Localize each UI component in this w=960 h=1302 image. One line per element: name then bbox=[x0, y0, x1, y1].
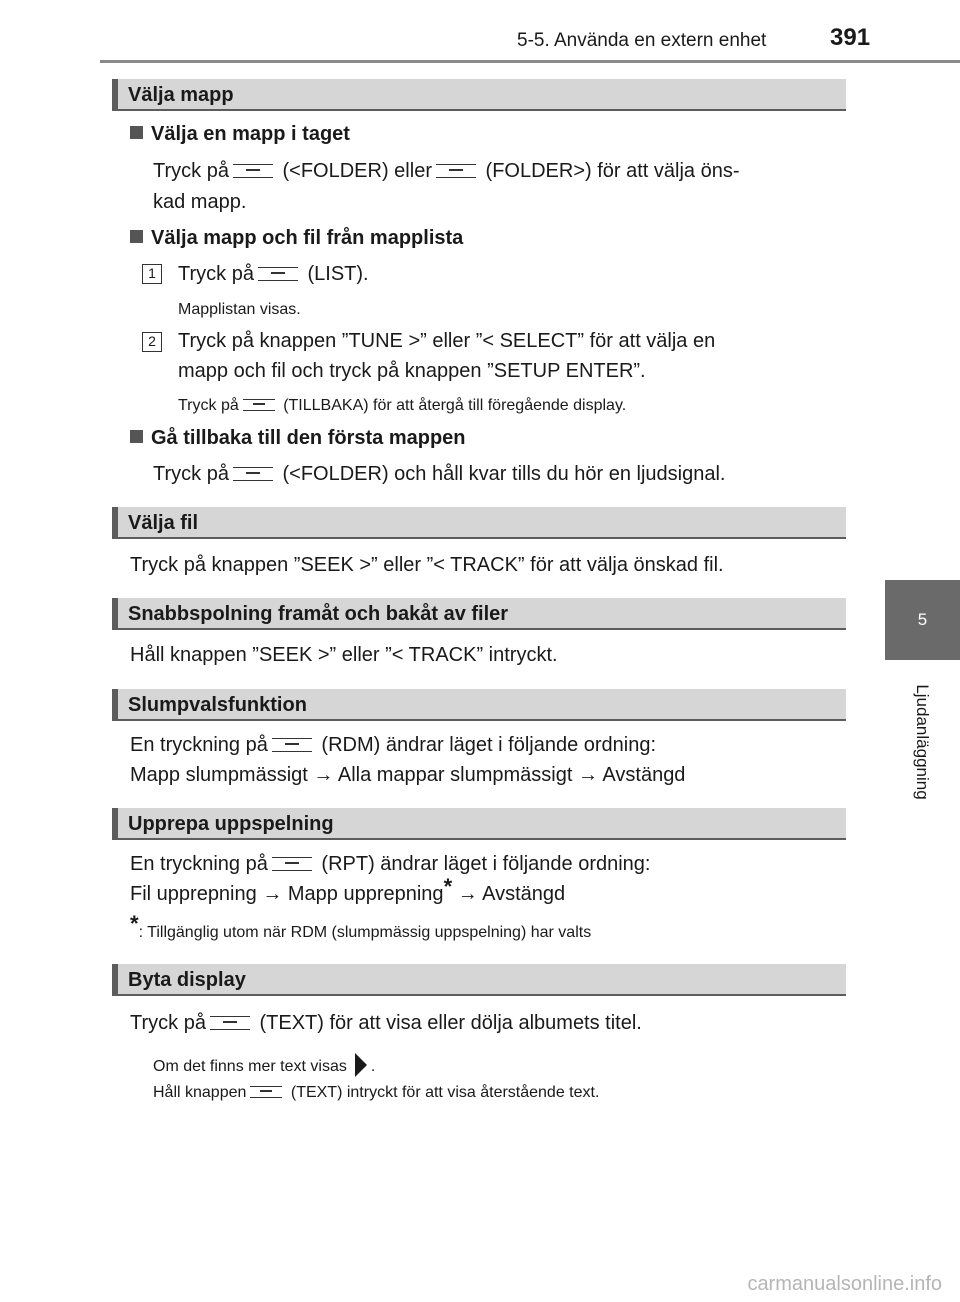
bullet-square-icon bbox=[130, 126, 143, 139]
subheading-text: Välja en mapp i taget bbox=[151, 123, 350, 145]
section-header-valja-mapp bbox=[112, 79, 846, 111]
text: Tryck på bbox=[130, 1012, 206, 1034]
footnote-marker: * bbox=[130, 911, 139, 936]
section-header-valja-fil bbox=[112, 507, 846, 539]
section-header-slumpval bbox=[112, 689, 846, 721]
text: . bbox=[370, 1058, 376, 1075]
text: Mapp upprepning bbox=[287, 883, 444, 905]
rpt-button-icon bbox=[272, 857, 312, 871]
more-text-arrow-icon bbox=[355, 1053, 367, 1077]
text: Tryck på bbox=[178, 397, 239, 414]
step-2-note bbox=[178, 395, 626, 417]
footnote bbox=[130, 911, 592, 944]
subheading-valja-en-mapp bbox=[130, 120, 350, 149]
arrow-right-icon: → bbox=[457, 883, 478, 905]
text-button-icon bbox=[210, 1016, 250, 1030]
text: Fil upprepning bbox=[130, 883, 257, 905]
text: (<FOLDER) eller bbox=[282, 160, 432, 182]
section-title: Snabbspolning framåt och bakåt av filer bbox=[128, 603, 509, 625]
text: (RPT) ändrar läget i följande ordning: bbox=[321, 853, 651, 875]
header-rule bbox=[100, 60, 960, 63]
text: Alla mappar slumpmässigt bbox=[337, 764, 573, 786]
section-title: Välja fil bbox=[128, 512, 199, 534]
section-title: Välja mapp bbox=[128, 84, 234, 106]
paragraph-line bbox=[130, 761, 685, 790]
text-button-icon bbox=[250, 1086, 282, 1098]
paragraph-line: kad mapp. bbox=[153, 191, 247, 213]
paragraph-line: Tryck på knappen ”SEEK >” eller ”< TRACK” för att välja önskad fil. bbox=[130, 554, 724, 576]
section-header-byta-display bbox=[112, 964, 846, 996]
step-1-text bbox=[178, 260, 369, 289]
back-button-icon bbox=[243, 399, 275, 411]
arrow-right-icon: → bbox=[577, 764, 598, 786]
rdm-button-icon bbox=[272, 738, 312, 752]
folder-prev-button-icon bbox=[233, 164, 273, 178]
text: (<FOLDER) och håll kvar tills du hör en ljudsignal. bbox=[282, 463, 726, 485]
text: En tryckning på bbox=[130, 734, 268, 756]
step-number-1: 1 bbox=[142, 264, 162, 284]
text: (LIST). bbox=[307, 263, 369, 285]
text: Håll knappen bbox=[153, 1084, 247, 1101]
paragraph-line bbox=[130, 1009, 642, 1038]
text: (TEXT) för att visa eller dölja albumets titel. bbox=[259, 1012, 642, 1034]
section-title: Byta display bbox=[128, 969, 246, 991]
text: Avstängd bbox=[482, 883, 566, 905]
note-line bbox=[153, 1082, 599, 1104]
text: (TEXT) intryckt för att visa återstående text. bbox=[290, 1084, 600, 1101]
paragraph-line bbox=[130, 850, 650, 879]
text: Avstängd bbox=[602, 764, 686, 786]
watermark-footer: carmanualsonline.info bbox=[747, 1273, 942, 1295]
folder-next-button-icon bbox=[436, 164, 476, 178]
chapter-label bbox=[912, 672, 932, 812]
subheading-text: Välja mapp och fil från mapplista bbox=[151, 227, 464, 249]
chapter-number: 5 bbox=[917, 610, 928, 629]
paragraph-line: Håll knappen ”SEEK >” eller ”< TRACK” intryckt. bbox=[130, 644, 558, 666]
section-title: Slumpvalsfunktion bbox=[128, 694, 307, 716]
section-header-snabbspolning bbox=[112, 598, 846, 630]
note-line bbox=[153, 1053, 375, 1078]
bullet-square-icon bbox=[130, 430, 143, 443]
running-header-section: 5-5. Använda en extern enhet bbox=[517, 30, 767, 51]
text: (TILLBAKA) för att återgå till föregående display. bbox=[283, 397, 627, 414]
step-2-line-2: mapp och fil och tryck på knappen ”SETUP ENTER”. bbox=[178, 360, 646, 382]
text: (FOLDER>) för att välja öns- bbox=[485, 160, 740, 182]
chapter-tab bbox=[885, 580, 960, 660]
folder-prev-button-icon bbox=[233, 467, 273, 481]
footnote-marker: * bbox=[443, 874, 453, 899]
text: Om det finns mer text visas bbox=[153, 1058, 347, 1075]
paragraph-line bbox=[153, 460, 725, 489]
text: (RDM) ändrar läget i följande ordning: bbox=[321, 734, 657, 756]
page-number: 391 bbox=[830, 24, 871, 51]
text: En tryckning på bbox=[130, 853, 268, 875]
text: Tryck på bbox=[153, 160, 229, 182]
step-1-note: Mapplistan visas. bbox=[178, 301, 301, 318]
paragraph-line bbox=[153, 157, 740, 186]
paragraph-line bbox=[130, 874, 566, 909]
arrow-right-icon: → bbox=[313, 764, 334, 786]
section-title: Upprepa uppspelning bbox=[128, 813, 334, 835]
arrow-right-icon: → bbox=[262, 883, 283, 905]
chapter-label-text: Ljudanläggning bbox=[913, 684, 932, 800]
subheading-forsta-mappen bbox=[130, 424, 466, 453]
bullet-square-icon bbox=[130, 230, 143, 243]
subheading-text: Gå tillbaka till den första mappen bbox=[151, 427, 466, 449]
text: Mapp slumpmässigt bbox=[130, 764, 308, 786]
text: Tryck på bbox=[153, 463, 229, 485]
subheading-mapplista bbox=[130, 224, 463, 253]
list-button-icon bbox=[258, 267, 298, 281]
step-2-line-1: Tryck på knappen ”TUNE >” eller ”< SELECT” för att välja en bbox=[178, 330, 716, 352]
text: : Tillgänglig utom när RDM (slumpmässig uppspelning) har valts bbox=[138, 924, 592, 941]
step-number-2: 2 bbox=[142, 332, 162, 352]
text: Tryck på bbox=[178, 263, 254, 285]
paragraph-line bbox=[130, 731, 656, 760]
section-header-upprepa bbox=[112, 808, 846, 840]
